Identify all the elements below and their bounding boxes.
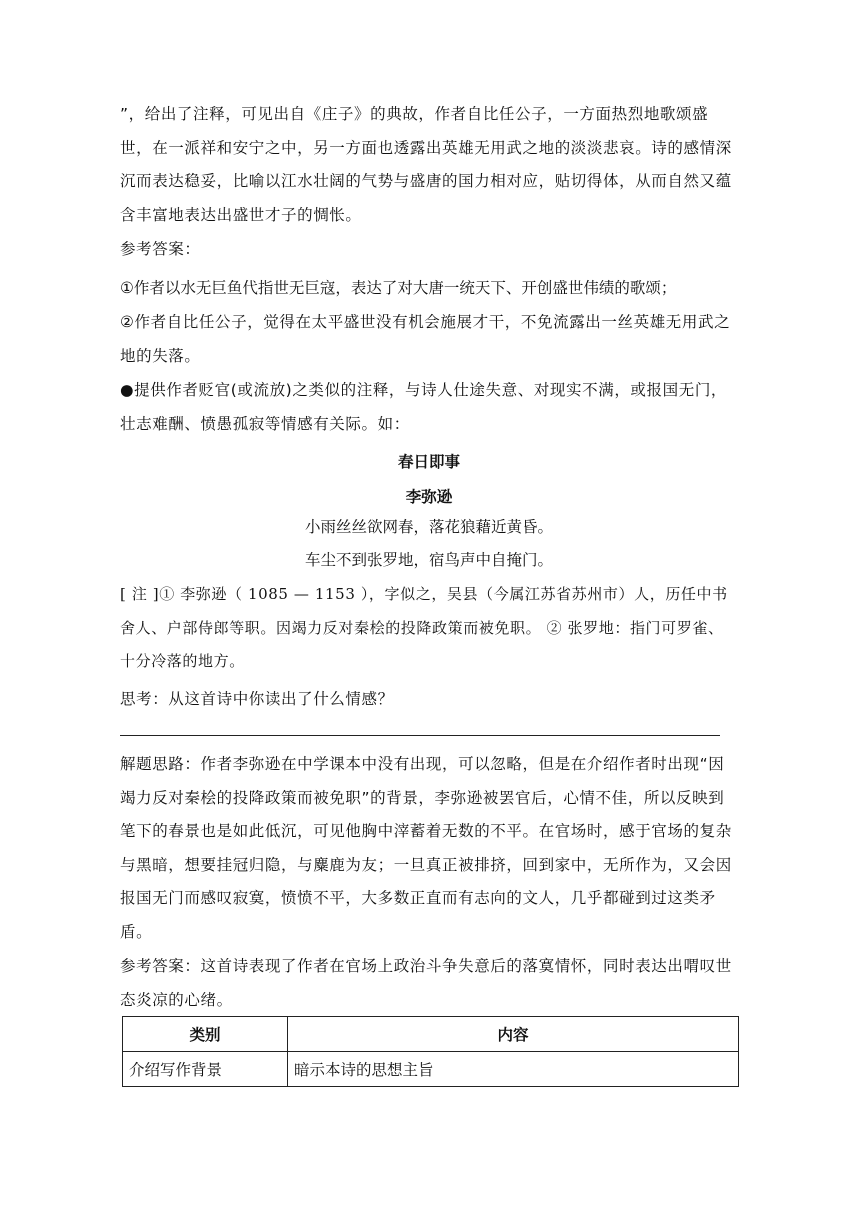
bullet-paragraph: ●提供作者贬官(或流放)之类似的注释，与诗人仕途失意、对现实不满，或报国无门，壮志难酬、愤愚孤寂等情感有关际。如： [120, 381, 728, 433]
table-header-content: 内容 [288, 1017, 739, 1052]
table-row [123, 1052, 739, 1087]
poem-title: 春日即事 [397, 453, 460, 471]
poem-line-2: 车尘不到张罗地，宿鸟声中自掩门。 [304, 551, 553, 569]
answer-item-2: ②作者自比任公子，觉得在太平盛世没有机会施展才干，不免流露出一丝英雄无用武之地的失落。 [120, 313, 731, 365]
answer-line [120, 735, 720, 736]
analysis-paragraph: 解题思路：作者李弥逊在中学课本中没有出现，可以忽略，但是在介绍作者时出现“因竭力反对秦桧的投降政策而被免职”的背景，李弥逊被罢官后，心情不佳，所以反映到笔下的春景也是如此低沉，可见他胸中滓蓄着无数的不平。在官场时，感于官场的复杂与黑暗，想要挂冠归隐，与麋鹿为友；一旦真正被排挤，回到家中，无所作为，又会因报国无门而感叹寂寞，愤愤不平，大多数正直而有志向的文人，几乎都碰到过这类矛盾。 [120, 755, 732, 941]
poem-note: [ 注 ]① 李弥逊（ 1085 — 1153 ），字似之，吴县（今属江苏省苏州市）人，历任中书舍人、户部侍郎等职。因竭力反对秦桧的投降政策而被免职。 ② 张罗地：指门可罗雀、十分冷落的地方。 [120, 585, 728, 670]
poem-line-1: 小雨丝丝欲网春，落花狼藉近黄昏。 [304, 518, 553, 536]
question-text: 思考：从这首诗中你读出了什么情感？ [120, 690, 394, 708]
poem-author: 李弥逊 [405, 488, 453, 506]
table-cell: 暗示本诗的思想主旨 [288, 1052, 739, 1087]
answer-label: 参考答案： [120, 240, 201, 258]
table-cell: 介绍写作背景 [123, 1052, 288, 1087]
paragraph-intro: ”，给出了注释，可见出自《庄子》的典故，作者自比任公子，一方面热烈地歌颂盛世，在一派祥和安宁之中，另一方面也透露出英雄无用武之地的淡淡悲哀。诗的感情深沉而表达稳妥，比喻以江水壮阔的气势与盛唐的国力相对应，贴切得体，从而自然又蕴含丰富地表达出盛世才子的惆怅。 [120, 105, 732, 224]
answer-2-paragraph: 参考答案：这首诗表现了作者在官场上政治斗争失意后的落寞情怀，同时表达出喟叹世态炎凉的心绪。 [120, 957, 732, 1009]
table-header-category: 类别 [123, 1017, 288, 1052]
category-table [122, 1016, 739, 1087]
table-header-row [123, 1017, 739, 1052]
answer-item-1: ①作者以水无巨鱼代指世无巨寇，表达了对大唐一统天下、开创盛世伟绩的歌颂； [120, 279, 677, 297]
